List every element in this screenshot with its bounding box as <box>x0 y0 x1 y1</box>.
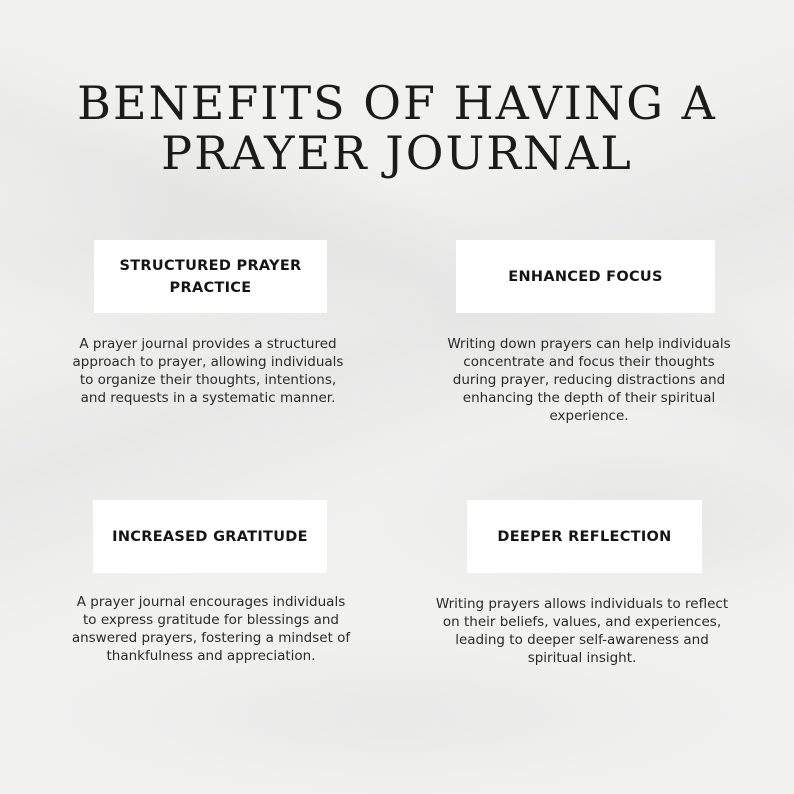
benefit-card-deeper-reflection <box>467 500 702 573</box>
page-title <box>0 78 794 178</box>
benefit-description: Writing down prayers can help individuals concentrate and focus their thoughts during prayer, reducing distractions and enhancing the depth of their spiritual experience. <box>447 336 731 424</box>
benefit-heading: STRUCTURED PRAYER PRACTICE <box>119 257 302 296</box>
title-line-1: BENEFITS OF HAVING A <box>77 76 717 130</box>
benefit-heading: INCREASED GRATITUDE <box>112 528 308 545</box>
benefit-description: Writing prayers allows individuals to reflect on their beliefs, values, and experiences, leading to deeper self-awareness and spiritual insight. <box>435 596 729 666</box>
benefit-card-structured-prayer <box>94 240 327 313</box>
benefit-description: A prayer journal provides a structured approach to prayer, allowing individuals to organize their thoughts, intentions, and requests in a systematic manner. <box>72 336 344 406</box>
benefit-card-enhanced-focus <box>456 240 715 313</box>
benefit-heading: DEEPER REFLECTION <box>497 528 672 545</box>
benefit-card-increased-gratitude <box>93 500 327 573</box>
benefit-heading: ENHANCED FOCUS <box>508 268 663 285</box>
benefit-description: A prayer journal encourages individuals to express gratitude for blessings and answered prayers, fostering a mindset of thankfulness and appreciation. <box>71 594 351 664</box>
title-line-2: PRAYER JOURNAL <box>161 126 633 180</box>
